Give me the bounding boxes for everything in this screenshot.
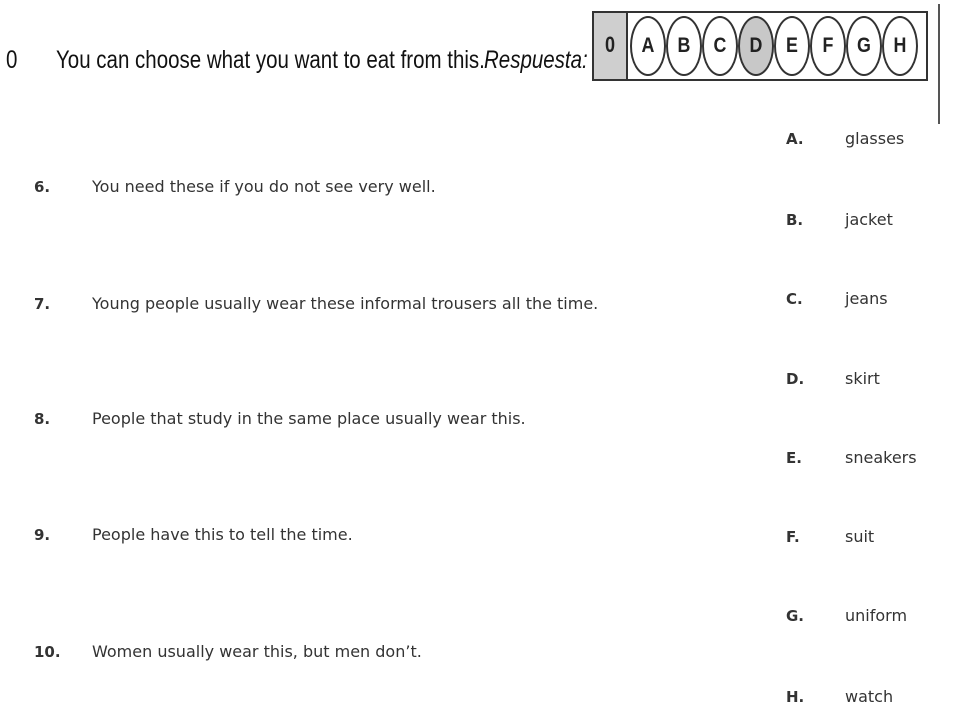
option-letter: A. [786,130,804,148]
bubble-h[interactable] [882,16,918,76]
option-letter: H. [786,688,805,706]
bubble-e[interactable] [774,16,810,76]
example-number: 0 [6,46,18,74]
bubble-label: C [713,34,727,57]
option-word: watch [845,687,894,706]
option-word: suit [845,527,875,546]
bubble-d[interactable] [738,16,774,76]
bubble-f[interactable] [810,16,846,76]
question-text: Young people usually wear these informal trousers all the time. [92,294,599,313]
option-word: jacket [845,210,893,229]
question-text: Women usually wear this, but men don’t. [92,642,422,661]
answer-zero-cell [594,13,628,79]
option-letter: B. [786,211,804,229]
bubble-a[interactable] [630,16,666,76]
bubble-label: G [857,34,871,57]
option-word: glasses [845,129,905,148]
option-word: jeans [845,289,888,308]
question-text: People that study in the same place usually wear this. [92,409,526,428]
example-question: You can choose what you want to eat from this. [56,46,485,74]
response-label: Respuesta: [484,46,588,74]
bubble-c[interactable] [702,16,738,76]
option-letter: C. [786,290,803,308]
option-letter: D. [786,370,805,388]
answer-zero-label: 0 [604,32,616,57]
bubble-label: H [893,34,907,57]
option-word: sneakers [845,448,917,467]
example-item [0,0,960,120]
bubble-g[interactable] [846,16,882,76]
question-text: You need these if you do not see very well. [92,177,436,196]
option-word: uniform [845,606,908,625]
bubble-label: B [677,34,691,57]
bubble-b[interactable] [666,16,702,76]
question-number: 9. [34,526,51,544]
option-letter: F. [786,528,800,546]
bubble-label: A [641,34,655,57]
question-text: People have this to tell the time. [92,525,353,544]
question-number: 7. [34,295,51,313]
option-word: skirt [845,369,880,388]
bubble-label: D [749,34,763,57]
bubble-label: F [822,34,834,57]
option-letter: E. [786,449,802,467]
answer-sheet [592,11,928,81]
option-letter: G. [786,607,805,625]
bubble-label: E [786,34,798,57]
question-number: 6. [34,178,51,196]
question-number: 8. [34,410,51,428]
question-number: 10. [34,643,61,661]
divider [938,4,940,124]
